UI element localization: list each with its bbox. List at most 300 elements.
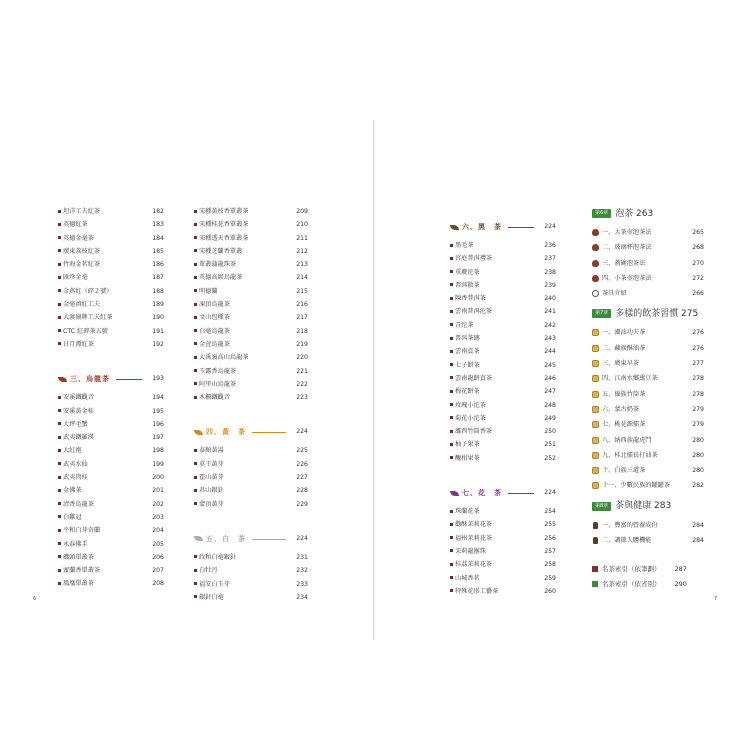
chapter-tag: 第7章: [592, 309, 611, 318]
toc-entry[interactable]: [592, 271, 704, 286]
section-header-yellow[interactable]: [194, 424, 308, 440]
toc-entry[interactable]: [194, 365, 308, 378]
toc-entry[interactable]: [58, 298, 164, 311]
entry-title: 大坪毛蟹: [63, 420, 88, 428]
bullet-icon: [194, 276, 197, 279]
toc-entry[interactable]: [58, 218, 164, 231]
teaware-icon: [592, 290, 599, 297]
entry-page: 241: [544, 308, 556, 316]
entry-page: 208: [152, 580, 164, 588]
bullet-icon: [58, 316, 61, 319]
toc-entry[interactable]: [194, 325, 308, 338]
entry-title: 玉露香烏龍茶: [199, 367, 237, 375]
bullet-icon: [58, 462, 61, 465]
toc-entry[interactable]: [58, 418, 164, 431]
entry-title: CTC 紅碎茶五號: [63, 327, 108, 335]
toc-entry[interactable]: [450, 572, 556, 585]
toc-entry[interactable]: [450, 438, 556, 451]
bullet-icon: [194, 369, 197, 372]
entry-page: 265: [692, 229, 704, 236]
teacup-icon: [592, 452, 599, 459]
toc-entry[interactable]: [58, 405, 164, 418]
index-entry[interactable]: [592, 577, 704, 592]
toc-entry[interactable]: [194, 591, 308, 604]
toc-entry[interactable]: [194, 338, 308, 351]
entry-title: 廣東荔枝紅茶: [63, 247, 101, 255]
section-header-oolong[interactable]: [58, 371, 164, 387]
toc-entry[interactable]: [450, 279, 556, 292]
entry-page: 233: [296, 580, 308, 588]
header-rule: [508, 493, 534, 494]
bullet-icon: [450, 390, 453, 393]
teapot-icon: [592, 229, 599, 236]
teacup-icon: [592, 437, 599, 444]
entry-page: 258: [544, 561, 556, 569]
entry-page: 280: [692, 467, 704, 475]
entry-page: 243: [544, 335, 556, 343]
toc-entry[interactable]: [592, 240, 704, 255]
bullet-icon: [58, 555, 61, 558]
entry-page: 217: [296, 314, 308, 322]
bullet-icon: [58, 289, 61, 292]
toc-entry[interactable]: [58, 577, 164, 590]
toc-entry[interactable]: [58, 458, 164, 471]
section-header-white[interactable]: [194, 531, 308, 547]
toc-entry[interactable]: [450, 425, 556, 438]
spacer: [194, 511, 308, 525]
teapot-icon: [592, 260, 599, 267]
bottle-icon: [593, 522, 598, 529]
toc-entry[interactable]: [450, 252, 556, 265]
entry-page: 277: [692, 360, 704, 368]
toc-entry[interactable]: [194, 311, 308, 324]
toc-entry[interactable]: [58, 285, 164, 298]
entry-page: 242: [544, 321, 556, 329]
entry-title: 坦洋工夫紅茶: [63, 208, 101, 215]
toc-entry[interactable]: [450, 266, 556, 279]
entry-page: 290: [674, 580, 687, 589]
chapter-header-custom[interactable]: [592, 305, 704, 321]
entry-page: 187: [152, 274, 164, 282]
entry-page: 183: [152, 221, 164, 229]
bullet-icon: [450, 563, 453, 566]
teacup-icon: [592, 467, 599, 474]
chapter-title: 多樣的飲茶習慣 275: [615, 308, 699, 319]
entry-title: 蜜蘭香單叢茶: [63, 567, 101, 575]
entry-page: 216: [296, 301, 308, 309]
entry-title: 武夷肉桂: [63, 474, 88, 482]
toc-entry[interactable]: [592, 256, 704, 271]
bullet-icon: [194, 476, 197, 479]
bullet-icon: [450, 416, 453, 419]
bullet-icon: [58, 210, 61, 213]
toc-entry[interactable]: [592, 371, 704, 386]
chapter-header-health[interactable]: [592, 498, 704, 514]
bullet-icon: [58, 276, 61, 279]
entry-title: 木柵鐵觀音: [199, 394, 230, 402]
entry-title: 安溪鐵觀音: [63, 394, 94, 402]
toc-entry[interactable]: [194, 391, 308, 404]
entry-title: 十一、少數民族的罐罐茶: [602, 482, 671, 490]
bullet-icon: [194, 582, 197, 585]
index-marker-icon: [592, 566, 598, 572]
entry-title: 平和白芽奇蘭: [63, 527, 101, 535]
bullet-icon: [450, 456, 453, 459]
toc-entry[interactable]: [592, 387, 704, 402]
section-page: 224: [296, 428, 308, 436]
bullet-icon: [58, 342, 61, 345]
entry-title: 一、潮汕功夫茶: [602, 329, 646, 337]
toc-entry[interactable]: [450, 239, 556, 252]
toc-entry[interactable]: [194, 245, 308, 258]
header-rule: [508, 227, 534, 228]
entry-title: 宋種黃枝香單叢茶: [199, 208, 249, 215]
toc-entry[interactable]: [592, 518, 704, 533]
entry-title: 大渡崗牌工夫紅茶: [63, 314, 113, 322]
entry-title: 青沱茶: [455, 321, 474, 329]
spacer: [194, 404, 308, 418]
entry-title: 陳香普洱茶: [455, 295, 486, 303]
entry-page: 200: [152, 474, 164, 482]
section-page: 193: [152, 375, 164, 383]
entry-title: 蒙頂黃芽: [199, 500, 224, 508]
toc-entry[interactable]: [450, 558, 556, 571]
toc-entry[interactable]: [450, 518, 556, 531]
bullet-icon: [58, 476, 61, 479]
section-title: 六、黑 茶: [462, 223, 502, 231]
toc-entry[interactable]: [194, 471, 308, 484]
bullet-icon: [194, 223, 197, 226]
toc-entry[interactable]: [194, 205, 308, 218]
bullet-icon: [450, 244, 453, 247]
entry-page: 239: [544, 281, 556, 289]
toc-entry[interactable]: [194, 458, 308, 471]
entry-page: 204: [152, 527, 164, 535]
toc-entry[interactable]: [58, 564, 164, 577]
entry-title: 英德高級烏龍茶: [199, 274, 243, 282]
bullet-icon: [450, 310, 453, 313]
entry-title: 桂茘茉莉花茶: [455, 561, 493, 569]
toc-entry[interactable]: [58, 245, 164, 258]
entry-title: 安溪黃金桂: [63, 407, 94, 415]
toc-entry[interactable]: [194, 498, 308, 511]
entry-page: 226: [296, 460, 308, 468]
bullet-icon: [194, 555, 197, 558]
toc-entry[interactable]: [450, 359, 556, 372]
entry-page: 186: [152, 261, 164, 269]
bullet-icon: [450, 523, 453, 526]
bullet-icon: [58, 249, 61, 252]
entry-title: 磯頭單叢茶: [63, 553, 94, 561]
toc-entry[interactable]: [194, 564, 308, 577]
toc-entry[interactable]: [450, 585, 556, 598]
bullet-icon: [194, 462, 197, 465]
toc-entry[interactable]: [450, 345, 556, 358]
entry-title: 梅花餅茶: [455, 388, 480, 396]
toc-entry[interactable]: [58, 471, 164, 484]
index-entry[interactable]: [592, 562, 704, 577]
entry-page: 229: [296, 500, 308, 508]
entry-page: 197: [152, 434, 164, 442]
entry-title: 一、豐富的營養成份: [602, 521, 658, 529]
chapter-header-brew[interactable]: [592, 205, 704, 221]
entry-title: 武夷水仙: [63, 460, 88, 468]
leaf-icon: [194, 430, 203, 435]
entry-page: 236: [544, 242, 556, 249]
entry-page: 210: [296, 221, 308, 229]
entry-page: 259: [544, 574, 556, 582]
toc-entry[interactable]: [194, 578, 308, 591]
teacup-icon: [592, 329, 599, 336]
entry-page: 248: [544, 401, 556, 409]
bullet-icon: [194, 263, 197, 266]
toc-entry[interactable]: [194, 351, 308, 364]
toc-entry[interactable]: [592, 417, 704, 432]
entry-page: 250: [544, 428, 556, 436]
toc-entry[interactable]: [194, 258, 308, 271]
header-rule: [116, 379, 142, 380]
toc-entry[interactable]: [592, 341, 704, 356]
toc-entry[interactable]: [194, 218, 308, 231]
entry-title: 二、玻璃杯泡茶法: [602, 244, 652, 252]
entry-title: 君山銀針: [199, 487, 224, 495]
bullet-icon: [194, 595, 197, 598]
toc-entry[interactable]: [58, 538, 164, 551]
entry-page: 194: [152, 394, 164, 402]
bullet-icon: [194, 236, 197, 239]
bullet-icon: [450, 350, 453, 353]
entry-title: 永春佛手: [63, 540, 88, 548]
entry-page: 228: [296, 487, 308, 495]
entry-title: 山城香茗: [455, 574, 480, 582]
entry-title: 福安白玉芽: [199, 580, 230, 588]
toc-entry[interactable]: [592, 448, 704, 463]
entry-title: 白毫烏龍茶: [199, 327, 230, 335]
entry-page: 207: [152, 567, 164, 575]
section-page: 224: [296, 534, 308, 542]
toc-entry[interactable]: [194, 378, 308, 391]
left-column-2: [194, 205, 308, 604]
entry-page: 214: [296, 274, 308, 282]
bullet-icon: [450, 270, 453, 273]
teacup-icon: [592, 360, 599, 367]
toc-entry[interactable]: [58, 484, 164, 497]
toc-entry[interactable]: [194, 232, 308, 245]
toc-entry[interactable]: [450, 292, 556, 305]
entry-page: 256: [544, 534, 556, 542]
entry-page: 212: [296, 247, 308, 255]
bullet-icon: [450, 323, 453, 326]
entry-title: 勸酥茉莉花茶: [455, 521, 493, 529]
bullet-icon: [58, 436, 61, 439]
bullet-icon: [450, 549, 453, 552]
leaf-icon: [58, 377, 67, 382]
toc-entry[interactable]: [450, 399, 556, 412]
entry-page: 219: [296, 340, 308, 348]
entry-title: 英德紅茶: [63, 221, 88, 229]
chapter-title: 茶與健康 283: [615, 501, 672, 512]
entry-title: 一、大茶壺泡茶法: [602, 229, 652, 236]
entry-title: 五、傣族竹筒茶: [602, 390, 646, 398]
toc-entry[interactable]: [592, 478, 704, 493]
entry-title: 銀針白毫: [199, 593, 224, 601]
bullet-icon: [58, 542, 61, 545]
chapter-tag: 第6章: [592, 209, 611, 218]
bullet-icon: [194, 316, 197, 319]
toc-entry[interactable]: [58, 271, 164, 284]
entry-title: 三、蓋碗泡茶法: [602, 259, 646, 267]
index-marker-icon: [592, 581, 598, 587]
toc-entry[interactable]: [194, 298, 308, 311]
section-header-flower[interactable]: [450, 485, 556, 501]
toc-entry[interactable]: [58, 232, 164, 245]
bullet-icon: [450, 403, 453, 406]
teacup-icon: [592, 406, 599, 413]
entry-title: 白牡丹: [199, 567, 218, 575]
page-number-right: 7: [714, 596, 718, 602]
entry-title: 十、白族三道茶: [602, 467, 646, 475]
entry-title: 泰順黃湯: [199, 447, 224, 455]
entry-page: 284: [692, 537, 704, 545]
left-column-1: [58, 205, 164, 591]
chapter-title: 泡茶 263: [615, 208, 654, 219]
entry-page: 266: [692, 290, 704, 298]
entry-page: 280: [692, 436, 704, 444]
entry-title: 大禹嶺高山烏龍茶: [199, 354, 249, 362]
toc-entry[interactable]: [58, 311, 164, 324]
toc-entry[interactable]: [58, 258, 164, 271]
toc-entry[interactable]: [58, 325, 164, 338]
toc-entry[interactable]: [592, 225, 704, 240]
toc-entry[interactable]: [592, 463, 704, 478]
teacup-icon: [592, 375, 599, 382]
entry-page: 201: [152, 487, 164, 495]
entry-title: 金毫滇紅工夫: [63, 301, 101, 309]
leaf-icon: [194, 536, 203, 541]
toc-entry[interactable]: [450, 319, 556, 332]
toc-entry[interactable]: [450, 505, 556, 518]
toc-entry[interactable]: [194, 285, 308, 298]
entry-title: 匯珍金毫: [63, 274, 88, 282]
section-title: 四、黃 茶: [206, 428, 246, 437]
header-rule: [252, 539, 286, 540]
entry-page: 218: [296, 327, 308, 335]
entry-page: 276: [692, 329, 704, 337]
entry-page: 215: [296, 287, 308, 295]
toc-entry[interactable]: [450, 545, 556, 558]
entry-page: 272: [692, 274, 704, 282]
toc-entry[interactable]: [450, 452, 556, 465]
toc-entry[interactable]: [58, 498, 164, 511]
section-title: 三、烏龍茶: [70, 375, 110, 384]
entry-title: 金萱烏龍茶: [199, 340, 230, 348]
entry-page: 189: [152, 301, 164, 309]
toc-entry[interactable]: [58, 205, 164, 218]
toc-entry[interactable]: [58, 524, 164, 537]
entry-title: 霍山黃芽: [199, 474, 224, 482]
entry-page: 268: [692, 244, 704, 252]
toc-entry[interactable]: [450, 305, 556, 318]
entry-page: 190: [152, 314, 164, 322]
entry-page: 245: [544, 361, 556, 369]
leaf-icon: [450, 491, 459, 496]
entry-page: 237: [544, 255, 556, 263]
entry-title: 二、調節人體機能: [602, 537, 652, 545]
entry-title: 九、桂北擂長打油茶: [602, 451, 658, 459]
teacup-icon: [592, 345, 599, 352]
toc-entry[interactable]: [592, 325, 704, 340]
entry-page: 284: [692, 521, 704, 529]
toc-entry[interactable]: [592, 286, 704, 301]
toc-entry[interactable]: [592, 533, 704, 548]
spacer: [450, 465, 556, 479]
teacup-icon: [592, 391, 599, 398]
entry-page: 278: [692, 390, 704, 398]
toc-entry[interactable]: [194, 551, 308, 564]
section-header-dark[interactable]: [450, 219, 556, 235]
entry-title: 二、藏族酥油茶: [602, 344, 646, 352]
bullet-icon: [194, 210, 197, 213]
toc-entry[interactable]: [592, 433, 704, 448]
toc-entry[interactable]: [58, 511, 164, 524]
toc-entry[interactable]: [194, 271, 308, 284]
entry-title: 阿里山烏龍茶: [199, 380, 237, 388]
entry-page: 254: [544, 508, 556, 516]
entry-title: 宋種芝蘭香單叢: [199, 247, 243, 255]
entry-title: 六、蒙古奶茶: [602, 405, 640, 413]
right-column-1: [450, 213, 556, 598]
bullet-icon: [450, 443, 453, 446]
entry-title: 雲南貢茶: [455, 348, 480, 356]
entry-title: 灘西竹筒香茶: [455, 428, 493, 436]
entry-page: 185: [152, 247, 164, 255]
toc-entry[interactable]: [450, 332, 556, 345]
entry-page: 234: [296, 593, 308, 601]
entry-title: 菊花小沱茶: [455, 414, 486, 422]
toc-entry[interactable]: [592, 402, 704, 417]
page-number-left: 6: [33, 596, 37, 602]
toc-entry[interactable]: [58, 391, 164, 404]
entry-title: 醜柑果茶: [455, 454, 480, 462]
entry-page: 255: [544, 521, 556, 529]
toc-entry[interactable]: [450, 532, 556, 545]
bullet-icon: [194, 382, 197, 385]
entry-title: 英德金毫茶: [63, 234, 94, 242]
toc-entry[interactable]: [58, 551, 164, 564]
entry-title: 名茶索引（依省別）: [602, 580, 661, 589]
entry-page: 276: [692, 344, 704, 352]
toc-entry[interactable]: [58, 431, 164, 444]
toc-entry[interactable]: [58, 444, 164, 457]
book-gutter: [373, 120, 375, 640]
bullet-icon: [194, 569, 197, 572]
leaf-icon: [450, 225, 459, 230]
entry-page: 182: [152, 208, 164, 215]
toc-entry[interactable]: [194, 444, 308, 457]
entry-page: 206: [152, 553, 164, 561]
entry-page: 279: [692, 405, 704, 413]
entry-title: 宮庭普洱禮茶: [455, 255, 493, 263]
toc-entry[interactable]: [58, 338, 164, 351]
toc-entry[interactable]: [592, 356, 704, 371]
toc-entry[interactable]: [450, 372, 556, 385]
toc-entry[interactable]: [194, 484, 308, 497]
entry-page: 222: [296, 380, 308, 388]
entry-title: 玫瑰小沱茶: [455, 401, 486, 409]
entry-title: 宋種桂花香單叢茶: [199, 221, 249, 229]
toc-entry[interactable]: [450, 385, 556, 398]
toc-entry[interactable]: [450, 412, 556, 425]
